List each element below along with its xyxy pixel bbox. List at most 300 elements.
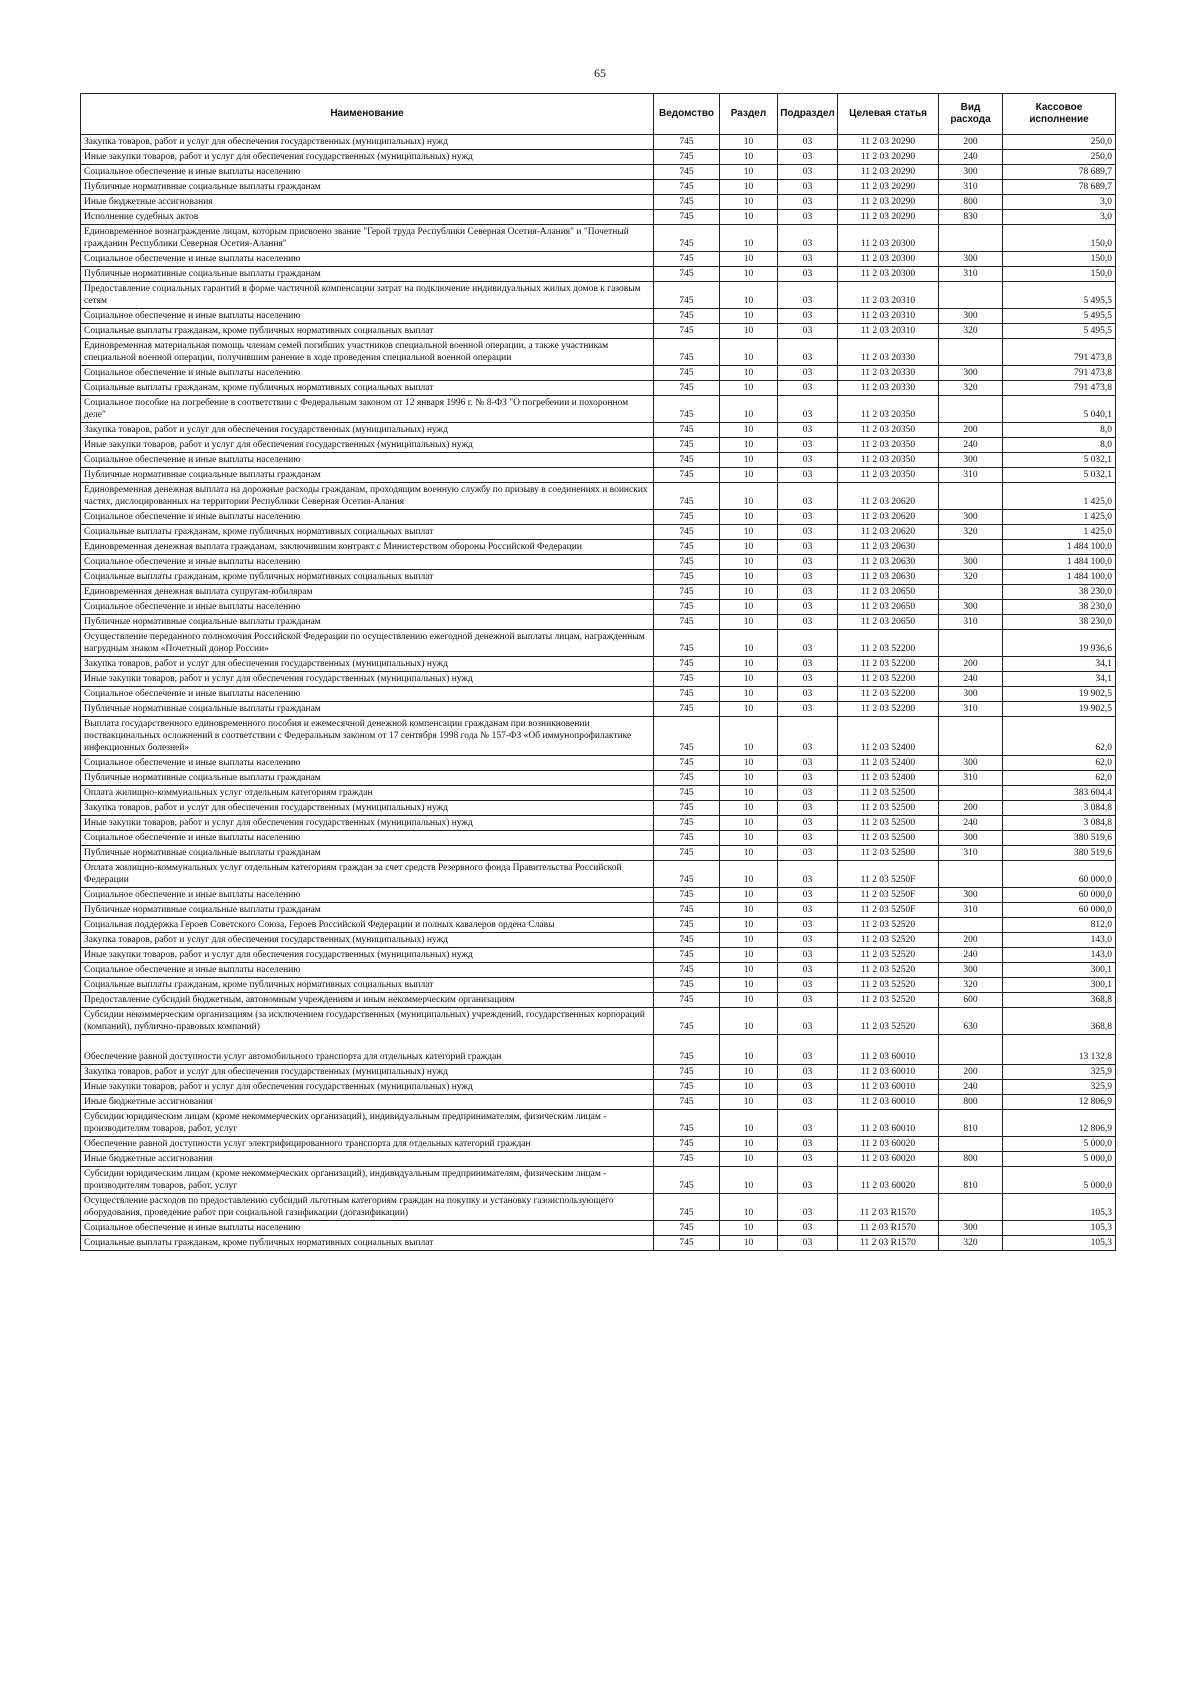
cell-cash-execution: 19 902,5 <box>1003 702 1116 717</box>
cell-subsection: 03 <box>778 978 838 993</box>
cell-expense-type: 300 <box>939 888 1003 903</box>
cell-subsection: 03 <box>778 801 838 816</box>
cell-ministry: 745 <box>654 1167 720 1194</box>
cell-subsection: 03 <box>778 816 838 831</box>
header-subsection: Подраздел <box>778 94 838 135</box>
cell-cash-execution: 380 519,6 <box>1003 846 1116 861</box>
cell-name: Публичные нормативные социальные выплаты гражданам <box>81 267 654 282</box>
cell-expense-type: 240 <box>939 438 1003 453</box>
cell-ministry: 745 <box>654 756 720 771</box>
cell-name: Единовременная денежная выплата гражданам, заключившим контракт с Министерством обороны Российской Федерации <box>81 540 654 555</box>
cell-cash-execution: 8,0 <box>1003 438 1116 453</box>
cell-target-article: 11 2 03 52200 <box>838 630 939 657</box>
cell-subsection: 03 <box>778 963 838 978</box>
cell-section: 10 <box>720 888 778 903</box>
table-row <box>81 540 1116 555</box>
cell-name: Публичные нормативные социальные выплаты гражданам <box>81 771 654 786</box>
cell-subsection: 03 <box>778 1236 838 1251</box>
table-row <box>81 1221 1116 1236</box>
cell-expense-type: 300 <box>939 309 1003 324</box>
budget-execution-table <box>80 93 1116 1251</box>
cell-section: 10 <box>720 1008 778 1035</box>
cell-section: 10 <box>720 1167 778 1194</box>
table-row <box>81 339 1116 366</box>
cell-subsection: 03 <box>778 933 838 948</box>
table-row <box>81 918 1116 933</box>
cell-target-article: 11 2 03 60020 <box>838 1137 939 1152</box>
cell-ministry: 745 <box>654 423 720 438</box>
cell-ministry: 745 <box>654 180 720 195</box>
cell-name: Оплата жилищно-коммунальных услуг отдельным категориям граждан <box>81 786 654 801</box>
cell-subsection: 03 <box>778 1065 838 1080</box>
cell-target-article: 11 2 03 20350 <box>838 453 939 468</box>
cell-target-article: 11 2 03 20290 <box>838 210 939 225</box>
header-name: Наименование <box>81 94 654 135</box>
cell-ministry: 745 <box>654 1152 720 1167</box>
cell-section: 10 <box>720 1095 778 1110</box>
table-row <box>81 585 1116 600</box>
cell-expense-type: 800 <box>939 1095 1003 1110</box>
cell-name: Публичные нормативные социальные выплаты гражданам <box>81 615 654 630</box>
cell-section: 10 <box>720 381 778 396</box>
table-row <box>81 366 1116 381</box>
cell-target-article: 11 2 03 52520 <box>838 963 939 978</box>
cell-cash-execution: 3 084,8 <box>1003 816 1116 831</box>
cell-subsection: 03 <box>778 993 838 1008</box>
cell-section: 10 <box>720 324 778 339</box>
cell-target-article: 11 2 03 20300 <box>838 252 939 267</box>
cell-ministry: 745 <box>654 771 720 786</box>
cell-cash-execution: 105,3 <box>1003 1236 1116 1251</box>
cell-subsection: 03 <box>778 831 838 846</box>
cell-expense-type <box>939 1035 1003 1065</box>
cell-cash-execution: 3 084,8 <box>1003 801 1116 816</box>
cell-target-article: 11 2 03 5250F <box>838 888 939 903</box>
cell-name: Иные закупки товаров, работ и услуг для обеспечения государственных (муниципальных) нужд <box>81 816 654 831</box>
cell-subsection: 03 <box>778 396 838 423</box>
cell-subsection: 03 <box>778 771 838 786</box>
cell-name: Субсидии юридическим лицам (кроме некоммерческих организаций), индивидуальным предпринимателям, физическим лицам - производителям товаров, работ, услуг <box>81 1167 654 1194</box>
cell-name: Единовременная денежная выплата супругам-юбилярам <box>81 585 654 600</box>
table-row <box>81 903 1116 918</box>
cell-name: Публичные нормативные социальные выплаты гражданам <box>81 903 654 918</box>
cell-section: 10 <box>720 585 778 600</box>
table-row <box>81 1065 1116 1080</box>
cell-name: Социальное обеспечение и иные выплаты населению <box>81 555 654 570</box>
cell-expense-type <box>939 1137 1003 1152</box>
cell-target-article: 11 2 03 20650 <box>838 615 939 630</box>
cell-cash-execution: 38 230,0 <box>1003 615 1116 630</box>
cell-expense-type: 300 <box>939 453 1003 468</box>
table-row <box>81 1110 1116 1137</box>
cell-ministry: 745 <box>654 1008 720 1035</box>
table-row <box>81 846 1116 861</box>
cell-expense-type <box>939 282 1003 309</box>
cell-name: Социальное обеспечение и иные выплаты населению <box>81 165 654 180</box>
cell-target-article: 11 2 03 20650 <box>838 600 939 615</box>
cell-ministry: 745 <box>654 672 720 687</box>
cell-subsection: 03 <box>778 150 838 165</box>
cell-name: Закупка товаров, работ и услуг для обеспечения государственных (муниципальных) нужд <box>81 801 654 816</box>
table-row <box>81 180 1116 195</box>
cell-section: 10 <box>720 282 778 309</box>
cell-section: 10 <box>720 1035 778 1065</box>
cell-cash-execution: 325,9 <box>1003 1065 1116 1080</box>
table-row <box>81 282 1116 309</box>
table-row <box>81 831 1116 846</box>
cell-target-article: 11 2 03 20630 <box>838 555 939 570</box>
cell-section: 10 <box>720 366 778 381</box>
cell-section: 10 <box>720 630 778 657</box>
cell-section: 10 <box>720 1194 778 1221</box>
cell-ministry: 745 <box>654 786 720 801</box>
cell-cash-execution: 62,0 <box>1003 756 1116 771</box>
cell-cash-execution: 60 000,0 <box>1003 903 1116 918</box>
cell-section: 10 <box>720 555 778 570</box>
cell-subsection: 03 <box>778 585 838 600</box>
cell-target-article: 11 2 03 52200 <box>838 702 939 717</box>
cell-cash-execution: 143,0 <box>1003 948 1116 963</box>
cell-target-article: 11 2 03 52500 <box>838 816 939 831</box>
cell-section: 10 <box>720 252 778 267</box>
cell-cash-execution: 5 032,1 <box>1003 468 1116 483</box>
cell-subsection: 03 <box>778 267 838 282</box>
cell-expense-type: 320 <box>939 324 1003 339</box>
cell-expense-type: 240 <box>939 150 1003 165</box>
cell-name: Социальное обеспечение и иные выплаты населению <box>81 366 654 381</box>
cell-name: Социальные выплаты гражданам, кроме публичных нормативных социальных выплат <box>81 525 654 540</box>
cell-name: Иные бюджетные ассигнования <box>81 1152 654 1167</box>
table-row <box>81 135 1116 150</box>
table-row <box>81 993 1116 1008</box>
cell-subsection: 03 <box>778 672 838 687</box>
cell-section: 10 <box>720 540 778 555</box>
cell-expense-type: 310 <box>939 615 1003 630</box>
cell-name: Исполнение судебных актов <box>81 210 654 225</box>
cell-expense-type: 300 <box>939 1221 1003 1236</box>
cell-name: Субсидии юридическим лицам (кроме некоммерческих организаций), индивидуальным предпринимателям, физическим лицам - производителям товаров, работ, услуг <box>81 1110 654 1137</box>
cell-section: 10 <box>720 180 778 195</box>
cell-ministry: 745 <box>654 1095 720 1110</box>
cell-ministry: 745 <box>654 1221 720 1236</box>
cell-target-article: 11 2 03 52500 <box>838 846 939 861</box>
cell-name: Социальное пособие на погребение в соответствии с Федеральным законом от 12 января 1996 г. № 8-ФЗ "О погребении и похоронном деле" <box>81 396 654 423</box>
cell-section: 10 <box>720 978 778 993</box>
cell-subsection: 03 <box>778 438 838 453</box>
table-row <box>81 1008 1116 1035</box>
table-row <box>81 453 1116 468</box>
cell-target-article: 11 2 03 52520 <box>838 948 939 963</box>
cell-target-article: 11 2 03 20620 <box>838 483 939 510</box>
table-row <box>81 1080 1116 1095</box>
cell-cash-execution: 5 032,1 <box>1003 453 1116 468</box>
cell-section: 10 <box>720 816 778 831</box>
cell-expense-type: 240 <box>939 948 1003 963</box>
cell-subsection: 03 <box>778 846 838 861</box>
cell-section: 10 <box>720 135 778 150</box>
cell-subsection: 03 <box>778 702 838 717</box>
cell-subsection: 03 <box>778 252 838 267</box>
cell-name: Социальное обеспечение и иные выплаты населению <box>81 1221 654 1236</box>
cell-cash-execution: 150,0 <box>1003 267 1116 282</box>
cell-ministry: 745 <box>654 816 720 831</box>
cell-expense-type: 240 <box>939 816 1003 831</box>
cell-section: 10 <box>720 600 778 615</box>
cell-ministry: 745 <box>654 540 720 555</box>
table-row <box>81 483 1116 510</box>
cell-subsection: 03 <box>778 687 838 702</box>
cell-target-article: 11 2 03 52520 <box>838 978 939 993</box>
table-row <box>81 1137 1116 1152</box>
cell-name: Закупка товаров, работ и услуг для обеспечения государственных (муниципальных) нужд <box>81 657 654 672</box>
table-row <box>81 510 1116 525</box>
table-row <box>81 801 1116 816</box>
cell-name: Публичные нормативные социальные выплаты гражданам <box>81 468 654 483</box>
table-row <box>81 570 1116 585</box>
cell-name: Социальное обеспечение и иные выплаты населению <box>81 600 654 615</box>
cell-target-article: 11 2 03 20630 <box>838 570 939 585</box>
cell-ministry: 745 <box>654 282 720 309</box>
cell-cash-execution: 78 689,7 <box>1003 180 1116 195</box>
cell-section: 10 <box>720 801 778 816</box>
table-row <box>81 717 1116 756</box>
table-row <box>81 150 1116 165</box>
cell-section: 10 <box>720 468 778 483</box>
cell-ministry: 745 <box>654 150 720 165</box>
cell-cash-execution: 250,0 <box>1003 135 1116 150</box>
table-row <box>81 1152 1116 1167</box>
cell-target-article: 11 2 03 20620 <box>838 510 939 525</box>
cell-ministry: 745 <box>654 1194 720 1221</box>
cell-expense-type <box>939 585 1003 600</box>
cell-cash-execution: 34,1 <box>1003 672 1116 687</box>
table-row <box>81 600 1116 615</box>
cell-ministry: 745 <box>654 1080 720 1095</box>
cell-ministry: 745 <box>654 933 720 948</box>
cell-expense-type: 300 <box>939 963 1003 978</box>
cell-section: 10 <box>720 1137 778 1152</box>
table-row <box>81 468 1116 483</box>
cell-subsection: 03 <box>778 525 838 540</box>
cell-subsection: 03 <box>778 210 838 225</box>
cell-target-article: 11 2 03 60010 <box>838 1080 939 1095</box>
cell-ministry: 745 <box>654 483 720 510</box>
cell-section: 10 <box>720 786 778 801</box>
table-row <box>81 267 1116 282</box>
cell-section: 10 <box>720 1221 778 1236</box>
cell-cash-execution: 3,0 <box>1003 195 1116 210</box>
cell-cash-execution: 383 604,4 <box>1003 786 1116 801</box>
cell-ministry: 745 <box>654 324 720 339</box>
cell-ministry: 745 <box>654 135 720 150</box>
cell-target-article: 11 2 03 20290 <box>838 135 939 150</box>
cell-expense-type <box>939 918 1003 933</box>
cell-target-article: 11 2 03 60010 <box>838 1095 939 1110</box>
cell-ministry: 745 <box>654 366 720 381</box>
cell-target-article: 11 2 03 5250F <box>838 861 939 888</box>
cell-name: Закупка товаров, работ и услуг для обеспечения государственных (муниципальных) нужд <box>81 423 654 438</box>
cell-expense-type: 300 <box>939 555 1003 570</box>
cell-target-article: 11 2 03 R1570 <box>838 1221 939 1236</box>
cell-target-article: 11 2 03 52520 <box>838 993 939 1008</box>
cell-subsection: 03 <box>778 918 838 933</box>
cell-name: Иные закупки товаров, работ и услуг для обеспечения государственных (муниципальных) нужд <box>81 438 654 453</box>
cell-subsection: 03 <box>778 483 838 510</box>
cell-name: Социальное обеспечение и иные выплаты населению <box>81 453 654 468</box>
cell-section: 10 <box>720 423 778 438</box>
header-ministry: Ведомство <box>654 94 720 135</box>
cell-name: Предоставление субсидий бюджетным, автономным учреждениям и иным некоммерческим организациям <box>81 993 654 1008</box>
cell-expense-type: 300 <box>939 510 1003 525</box>
cell-target-article: 11 2 03 60010 <box>838 1110 939 1137</box>
cell-target-article: 11 2 03 60020 <box>838 1152 939 1167</box>
cell-target-article: 11 2 03 20290 <box>838 195 939 210</box>
cell-ministry: 745 <box>654 993 720 1008</box>
table-row <box>81 702 1116 717</box>
cell-cash-execution: 325,9 <box>1003 1080 1116 1095</box>
cell-ministry: 745 <box>654 1035 720 1065</box>
cell-ministry: 745 <box>654 948 720 963</box>
cell-name: Единовременная денежная выплата на дорожные расходы гражданам, проходящим военную службу по призыву в соединениях и воинских частях, дислоцированных на территории Республики Северная Осетия-Алания <box>81 483 654 510</box>
cell-target-article: 11 2 03 20620 <box>838 525 939 540</box>
cell-section: 10 <box>720 1110 778 1137</box>
cell-subsection: 03 <box>778 1152 838 1167</box>
cell-section: 10 <box>720 309 778 324</box>
cell-target-article: 11 2 03 20310 <box>838 309 939 324</box>
cell-section: 10 <box>720 687 778 702</box>
cell-section: 10 <box>720 717 778 756</box>
cell-section: 10 <box>720 771 778 786</box>
cell-target-article: 11 2 03 52520 <box>838 918 939 933</box>
cell-target-article: 11 2 03 52400 <box>838 717 939 756</box>
cell-cash-execution: 60 000,0 <box>1003 888 1116 903</box>
cell-ministry: 745 <box>654 918 720 933</box>
cell-section: 10 <box>720 195 778 210</box>
cell-expense-type: 200 <box>939 933 1003 948</box>
cell-ministry: 745 <box>654 702 720 717</box>
cell-name: Обеспечение равной доступности услуг автомобильного транспорта для отдельных категорий граждан <box>81 1035 654 1065</box>
cell-target-article: 11 2 03 20350 <box>838 396 939 423</box>
cell-subsection: 03 <box>778 717 838 756</box>
cell-name: Предоставление социальных гарантий в форме частичной компенсации затрат на подключение индивидуальных жилых домов к газовым сетям <box>81 282 654 309</box>
cell-target-article: 11 2 03 20350 <box>838 423 939 438</box>
cell-section: 10 <box>720 918 778 933</box>
cell-cash-execution: 3,0 <box>1003 210 1116 225</box>
cell-expense-type: 300 <box>939 687 1003 702</box>
cell-cash-execution: 812,0 <box>1003 918 1116 933</box>
cell-name: Осуществление переданного полномочия Российской Федерации по осуществлению ежегодной денежной выплаты лицам, награжденным нагрудным знаком «Почетный донор России» <box>81 630 654 657</box>
cell-subsection: 03 <box>778 180 838 195</box>
cell-name: Иные бюджетные ассигнования <box>81 195 654 210</box>
cell-target-article: 11 2 03 52500 <box>838 831 939 846</box>
cell-ministry: 745 <box>654 600 720 615</box>
cell-cash-execution: 368,8 <box>1003 993 1116 1008</box>
cell-subsection: 03 <box>778 453 838 468</box>
cell-cash-execution: 5 495,5 <box>1003 324 1116 339</box>
cell-section: 10 <box>720 267 778 282</box>
cell-subsection: 03 <box>778 600 838 615</box>
cell-ministry: 745 <box>654 309 720 324</box>
table-row <box>81 657 1116 672</box>
table-row <box>81 210 1116 225</box>
table-row <box>81 381 1116 396</box>
cell-target-article: 11 2 03 52200 <box>838 687 939 702</box>
cell-expense-type: 240 <box>939 1080 1003 1095</box>
cell-expense-type: 630 <box>939 1008 1003 1035</box>
cell-expense-type: 810 <box>939 1110 1003 1137</box>
cell-ministry: 745 <box>654 165 720 180</box>
cell-section: 10 <box>720 933 778 948</box>
cell-section: 10 <box>720 903 778 918</box>
cell-section: 10 <box>720 483 778 510</box>
cell-subsection: 03 <box>778 135 838 150</box>
cell-cash-execution: 1 484 100,0 <box>1003 570 1116 585</box>
cell-subsection: 03 <box>778 468 838 483</box>
cell-cash-execution: 105,3 <box>1003 1221 1116 1236</box>
cell-subsection: 03 <box>778 1194 838 1221</box>
cell-ministry: 745 <box>654 267 720 282</box>
cell-target-article: 11 2 03 52400 <box>838 756 939 771</box>
cell-name: Оплата жилищно-коммунальных услуг отдельным категориям граждан за счет средств Резервного фонда Правительства Российской Федерации <box>81 861 654 888</box>
cell-name: Иные закупки товаров, работ и услуг для обеспечения государственных (муниципальных) нужд <box>81 1080 654 1095</box>
cell-target-article: 11 2 03 60010 <box>838 1065 939 1080</box>
cell-cash-execution: 19 902,5 <box>1003 687 1116 702</box>
table-row <box>81 615 1116 630</box>
cell-cash-execution: 5 040,1 <box>1003 396 1116 423</box>
cell-section: 10 <box>720 831 778 846</box>
cell-name: Социальные выплаты гражданам, кроме публичных нормативных социальных выплат <box>81 978 654 993</box>
cell-target-article: 11 2 03 52200 <box>838 672 939 687</box>
cell-name: Социальное обеспечение и иные выплаты населению <box>81 510 654 525</box>
table-row <box>81 555 1116 570</box>
cell-expense-type: 300 <box>939 366 1003 381</box>
cell-expense-type: 200 <box>939 423 1003 438</box>
cell-target-article: 11 2 03 52500 <box>838 786 939 801</box>
cell-section: 10 <box>720 453 778 468</box>
table-row <box>81 687 1116 702</box>
cell-target-article: 11 2 03 20350 <box>838 438 939 453</box>
cell-target-article: 11 2 03 20290 <box>838 165 939 180</box>
cell-target-article: 11 2 03 20330 <box>838 339 939 366</box>
table-body <box>81 135 1116 1251</box>
cell-cash-execution: 791 473,8 <box>1003 381 1116 396</box>
cell-subsection: 03 <box>778 948 838 963</box>
cell-subsection: 03 <box>778 1221 838 1236</box>
cell-expense-type <box>939 630 1003 657</box>
cell-target-article: 11 2 03 20630 <box>838 540 939 555</box>
cell-name: Социальное обеспечение и иные выплаты населению <box>81 888 654 903</box>
cell-section: 10 <box>720 657 778 672</box>
cell-name: Иные закупки товаров, работ и услуг для обеспечения государственных (муниципальных) нужд <box>81 672 654 687</box>
cell-expense-type <box>939 396 1003 423</box>
cell-name: Социальное обеспечение и иные выплаты населению <box>81 756 654 771</box>
cell-section: 10 <box>720 615 778 630</box>
table-row <box>81 324 1116 339</box>
cell-name: Публичные нормативные социальные выплаты гражданам <box>81 846 654 861</box>
table-row <box>81 963 1116 978</box>
cell-expense-type: 310 <box>939 180 1003 195</box>
header-cash-execution: Кассовое исполнение <box>1003 94 1116 135</box>
cell-name: Осуществление расходов по предоставлению субсидий льготным категориям граждан на покупку и установку газоиспользующего оборудования, проведение работ при социальной газификации (догазификации) <box>81 1194 654 1221</box>
table-row <box>81 630 1116 657</box>
cell-name: Социальное обеспечение и иные выплаты населению <box>81 252 654 267</box>
cell-target-article: 11 2 03 60020 <box>838 1167 939 1194</box>
cell-ministry: 745 <box>654 717 720 756</box>
cell-expense-type <box>939 225 1003 252</box>
cell-ministry: 745 <box>654 1236 720 1251</box>
cell-subsection: 03 <box>778 786 838 801</box>
cell-name: Субсидии некоммерческим организациям (за исключением государственных (муниципальных) учреждений, государственных корпораций (компаний), публично-правовых компаний) <box>81 1008 654 1035</box>
